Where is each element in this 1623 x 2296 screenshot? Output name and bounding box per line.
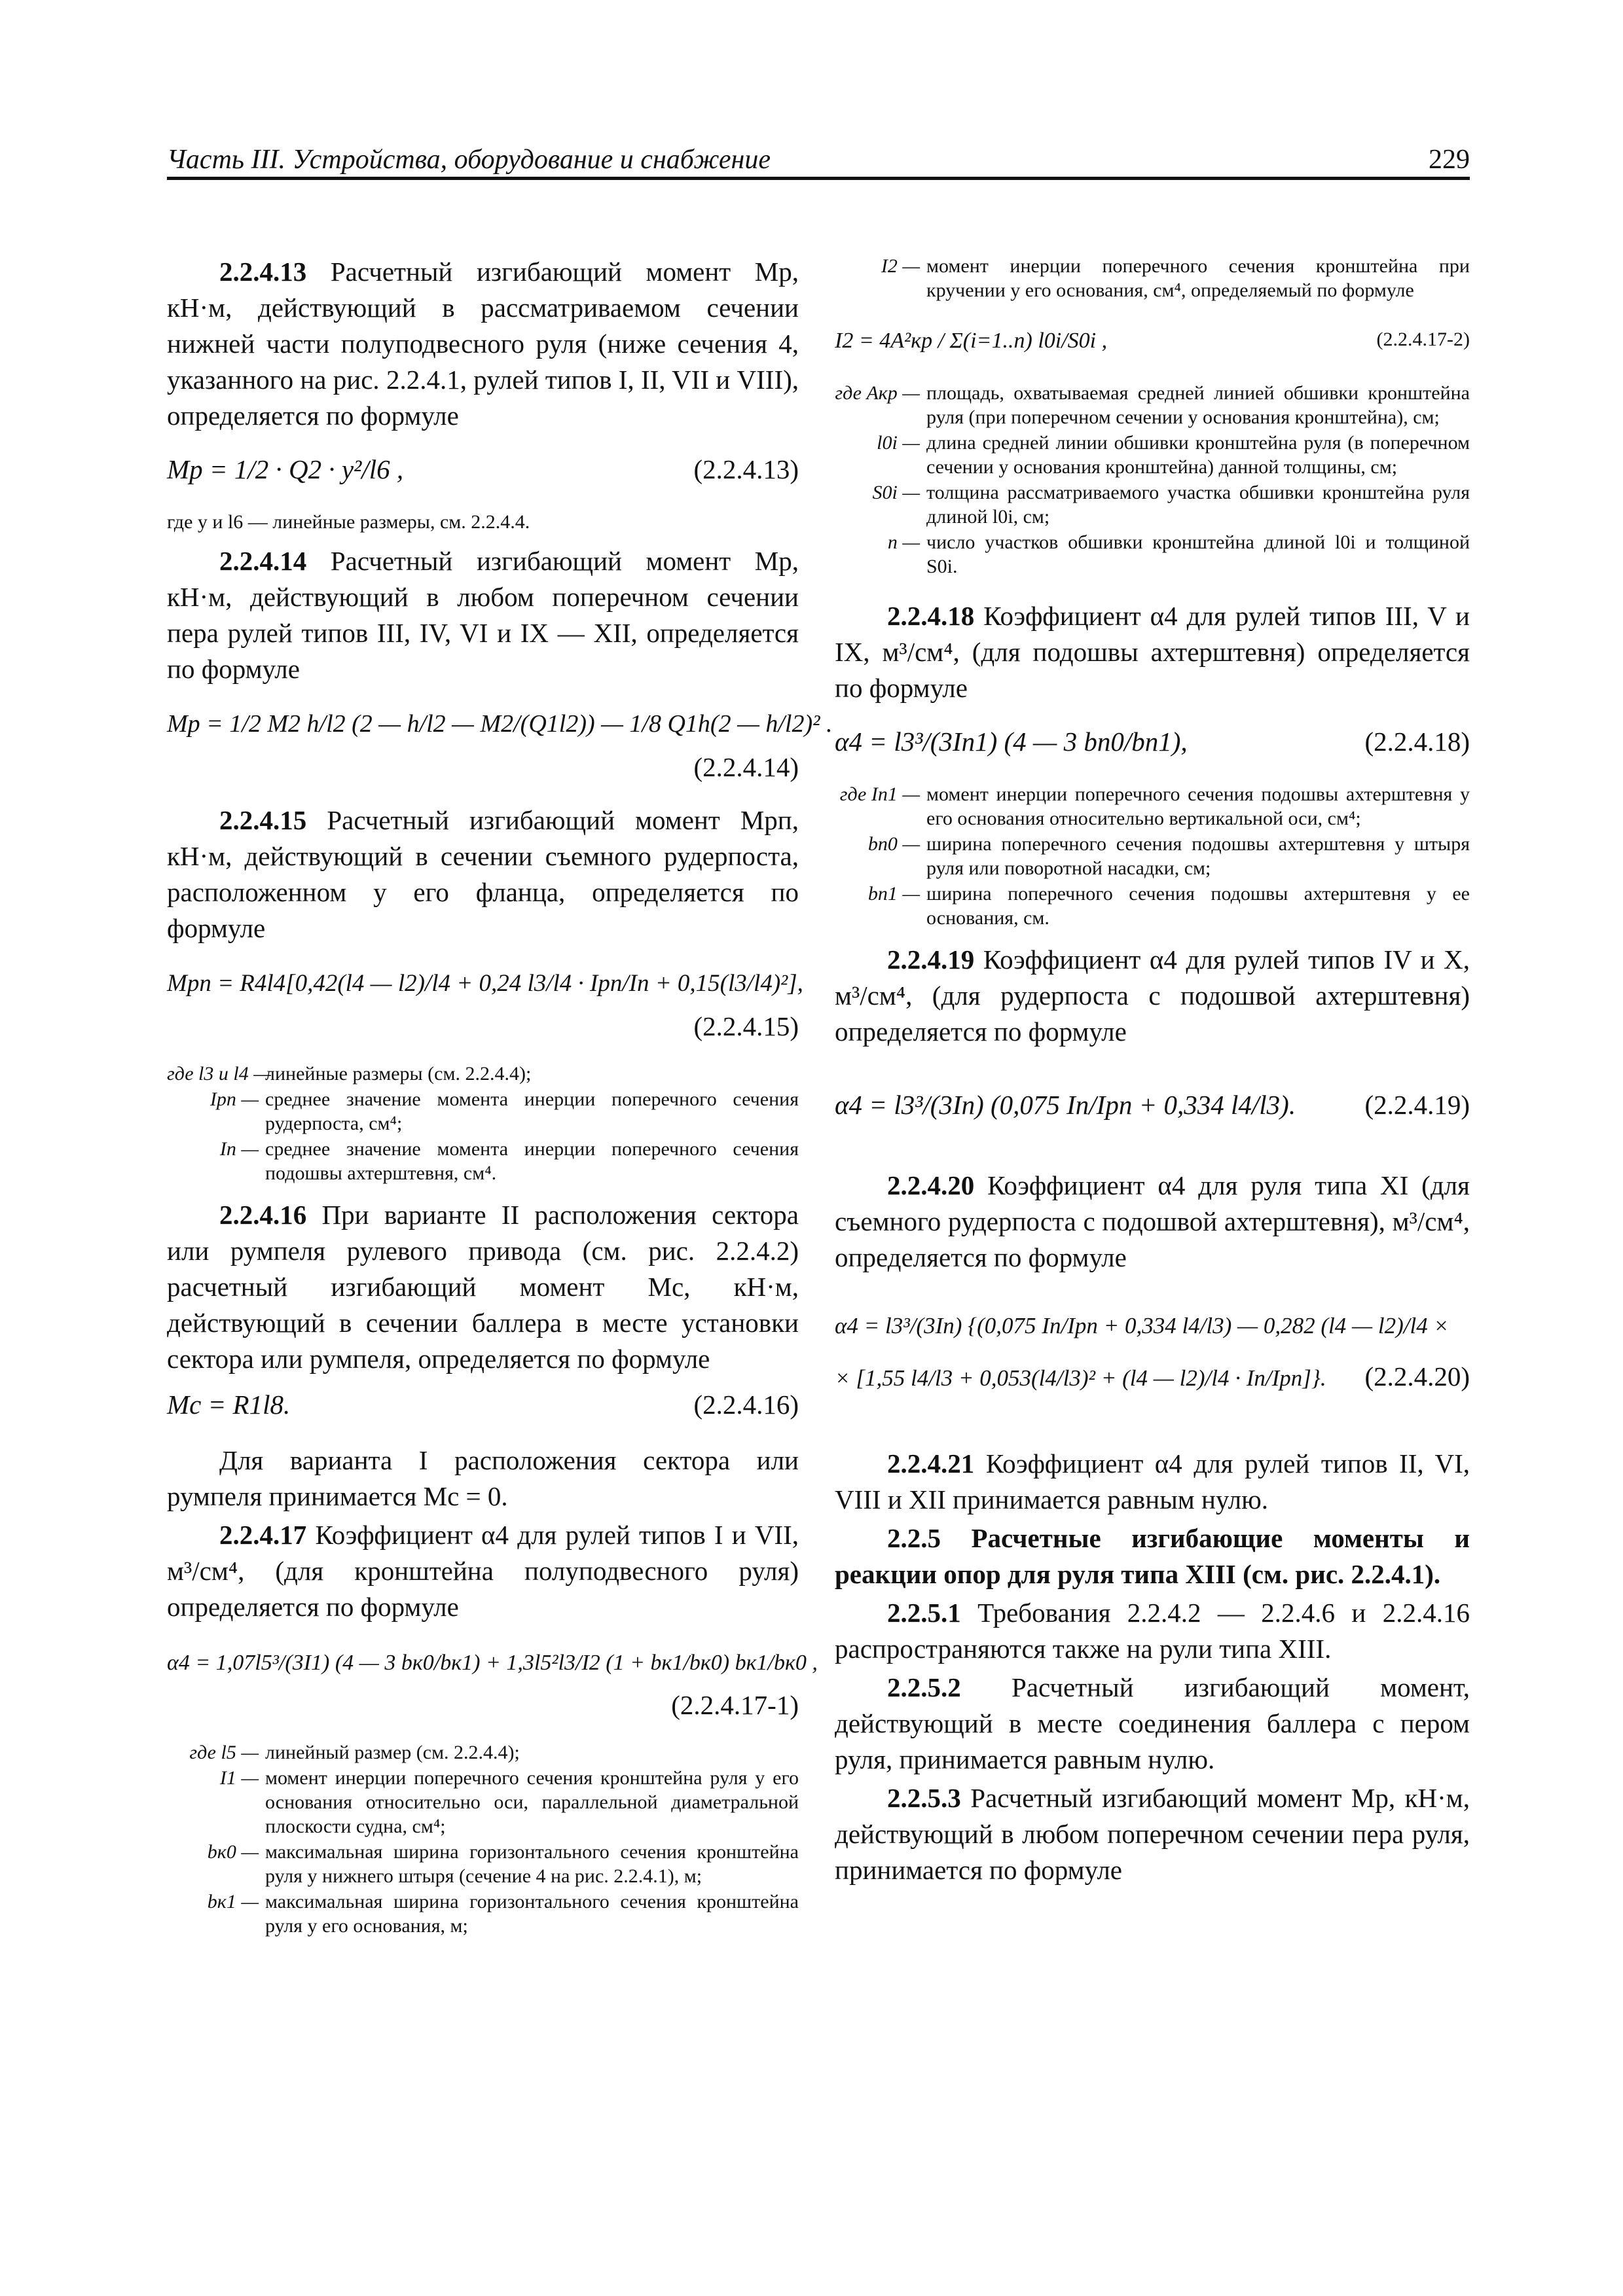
formula-2-2-4-20-line2 bbox=[835, 1361, 1470, 1400]
formula-number: (2.2.4.17-1) bbox=[671, 1690, 799, 1720]
clause-number: 2.2.4.16 bbox=[219, 1200, 307, 1230]
clause-number: 2.2.5.3 bbox=[887, 1783, 961, 1813]
clause-number: 2.2.4.13 bbox=[219, 257, 307, 287]
formula-2-2-4-18 bbox=[835, 726, 1470, 765]
paragraph-2-2-5-2 bbox=[835, 1670, 1470, 1778]
formula-2-2-4-15 bbox=[167, 966, 803, 1005]
clause-text: Коэффициент α4 для рулей типов II, VI, VIII и XII принимается равным нулю. bbox=[835, 1448, 1470, 1515]
formula-number: (2.2.4.17-2) bbox=[1376, 329, 1470, 350]
clause-number: 2.2.4.21 bbox=[887, 1448, 975, 1479]
clause-number: 2.2.5.1 bbox=[887, 1598, 961, 1628]
header-rule bbox=[167, 177, 1470, 180]
formula-expression: Mc = R1l8. bbox=[167, 1390, 291, 1420]
paragraph-2-2-4-13 bbox=[167, 254, 799, 434]
formula-2-2-4-19 bbox=[835, 1089, 1470, 1128]
formula-number: (2.2.4.16) bbox=[693, 1390, 799, 1420]
definition-item: I1 — момент инерции поперечного сечения кронштейна руля у его основания относительно оси, параллельной диаметральной плоскости судна, см⁴; bbox=[219, 1767, 799, 1837]
definition-item: Iрп — среднее значение момента инерции поперечного сечения рудерпоста, см⁴; bbox=[210, 1088, 799, 1134]
section-heading-2-2-5: 2.2.5 Расчетные изгибающие моменты и реакции опор для руля типа XIII (см. рис. 2.2.4.1). bbox=[835, 1523, 1470, 1589]
definition-item: Iп — среднее значение момента инерции поперечного сечения подошвы ахтерштевня, см⁴. bbox=[219, 1138, 799, 1184]
formula-2-2-4-17-2 bbox=[835, 329, 1470, 368]
clause-text: Расчетный изгибающий момент Mр, кН·м, действующий в рассматриваемом сечении нижней части полуподвесного руля (ниже сечения 4, указанного на рис. 2.2.4.1, рулей типов I, II, VII и VIII), определяется по формуле bbox=[167, 257, 799, 431]
formula-number: (2.2.4.18) bbox=[1364, 726, 1470, 757]
definition-item: где Iп1 — момент инерции поперечного сечения подошвы ахтерштевня у его основания относительно вертикальной оси, см⁴; bbox=[839, 783, 1470, 829]
clause-text: Коэффициент α4 для рулей типов III, V и IX, м³/см⁴, (для подошвы ахтерштевня) определяется по формуле bbox=[835, 601, 1470, 703]
clause-number: 2.2.5.2 bbox=[887, 1672, 961, 1702]
definitions-2-2-4-18 bbox=[835, 782, 1470, 930]
formula-expression: Mр = 1/2 · Q2 · y²/l6 , bbox=[167, 454, 404, 484]
clause-text: При варианте II расположения сектора или румпеля рулевого привода (см. рис. 2.2.4.2) расчетный изгибающий момент Mc, кН·м, действующий в сечении баллера в месте установки сектора или румпеля, определяется по формуле bbox=[167, 1200, 799, 1374]
paragraph-2-2-4-15 bbox=[167, 802, 799, 946]
formula-2-2-4-13 bbox=[167, 454, 799, 493]
paragraph-2-2-5-3 bbox=[835, 1780, 1470, 1888]
formula-expression: × [1,55 l4/l3 + 0,053(l4/l3)² + (l4 — l2)/l4 · Iп/Iрп]}. bbox=[835, 1365, 1326, 1391]
formula-number: (2.2.4.20) bbox=[1364, 1361, 1470, 1391]
clause-number: 2.2.4.15 bbox=[219, 805, 307, 835]
paragraph-2-2-4-17 bbox=[167, 1517, 799, 1625]
clause-text: Расчетный изгибающий момент Mр, кН·м, действующий в любом поперечном сечении пера рулей типов III, IV, VI и IX — XII, определяется по формуле bbox=[167, 546, 799, 684]
definition-item: I2 — момент инерции поперечного сечения кронштейна при кручении у его основания, см⁴, определяемый по формуле bbox=[881, 255, 1470, 301]
clause-text: Расчетный изгибающий момент Mрп, кН·м, действующий в сечении съемного рудерпоста, расположенном у его фланца, определяется по формуле bbox=[167, 805, 799, 943]
formula-expression: α4 = l3³/(3Iп) (0,075 Iп/Iрп + 0,334 l4/l3). bbox=[835, 1090, 1296, 1120]
clause-text: Требования 2.2.4.2 — 2.2.4.6 и 2.2.4.16 распространяются также на рули типа XIII. bbox=[835, 1598, 1470, 1664]
formula-number: (2.2.4.13) bbox=[693, 454, 799, 484]
header-title: Часть III. Устройства, оборудование и снабжение bbox=[167, 145, 771, 175]
formula-2-2-4-14 bbox=[167, 707, 833, 746]
definition-item: bп0 — ширина поперечного сечения подошвы ахтерштевня у штыря руля или поворотной насадки, см; bbox=[867, 833, 1470, 879]
clause-text: Расчетный изгибающий момент Mр, кН·м, действующий в любом поперечном сечении пера руля, принимается по формуле bbox=[835, 1783, 1470, 1885]
definition-item: S0i — толщина рассматриваемого участка обшивки кронштейна руля длиной l0i, см; bbox=[872, 482, 1470, 528]
formula-2-2-4-16 bbox=[167, 1389, 799, 1428]
paragraph-2-2-4-14 bbox=[167, 543, 799, 687]
paragraph-2-2-4-18 bbox=[835, 598, 1470, 706]
clause-number: 2.2.4.17 bbox=[219, 1520, 307, 1550]
formula-number: (2.2.4.19) bbox=[1364, 1090, 1470, 1120]
definitions-2-2-4-15 bbox=[167, 1062, 799, 1185]
formula-expression: Mр = 1/2 M2 h/l2 (2 — h/l2 — M2/(Q1l2)) — 1/8 Q1h(2 — h/l2)² . bbox=[167, 710, 833, 738]
clause-text: Расчетный изгибающий момент, действующий в месте соединения баллера с пером руля, принимается равным нулю. bbox=[835, 1672, 1470, 1774]
paragraph-2-2-4-19 bbox=[835, 942, 1470, 1050]
paragraph-2-2-4-21 bbox=[835, 1446, 1470, 1518]
definition-item: n — число участков обшивки кронштейна длиной l0i и толщиной S0i. bbox=[887, 531, 1470, 577]
clause-number: 2.2.4.20 bbox=[887, 1170, 975, 1200]
right-column bbox=[835, 254, 1470, 1891]
formula-2-2-4-17-1 bbox=[167, 1645, 818, 1684]
clause-text: Коэффициент α4 для руля типа XI (для съемного рудерпоста с подошвой ахтерштевня), м³/см⁴, определяется по формуле bbox=[835, 1170, 1470, 1272]
formula-expression: α4 = l3³/(3Iп) {(0,075 Iп/Iрп + 0,334 l4/l3) — 0,282 (l4 — l2)/l4 × bbox=[835, 1313, 1450, 1338]
definition-item: l0i — длина средней линии обшивки кронштейна руля (в поперечном сечении у основания кронштейна) данной толщины, см; bbox=[877, 432, 1470, 478]
page-number: 229 bbox=[1429, 145, 1470, 175]
paragraph-2-2-5-1 bbox=[835, 1595, 1470, 1667]
formula-note: где y и l6 — линейные размеры, см. 2.2.4.4. bbox=[167, 511, 530, 533]
definition-item: где Aкр — площадь, охватываемая средней линией обшивки кронштейна руля (при поперечном сечении у основания кронштейна), см; bbox=[835, 382, 1470, 428]
definition-I2 bbox=[835, 254, 1470, 302]
definition-item: bк0 — максимальная ширина горизонтального сечения кронштейна руля у нижнего штыря (сечение 4 на рис. 2.2.4.1), м; bbox=[207, 1841, 799, 1887]
definition-item: bп1 — ширина поперечного сечения подошвы ахтерштевня у ее основания, см. bbox=[867, 883, 1470, 929]
formula-expression: α4 = l3³/(3Iп1) (4 — 3 bп0/bп1), bbox=[835, 726, 1188, 757]
clause-text: Коэффициент α4 для рулей типов IV и X, м³/см⁴, (для рудерпоста с подошвой ахтерштевня) определяется по формуле bbox=[835, 944, 1470, 1047]
definition-item: где l5 — линейный размер (см. 2.2.4.4); bbox=[189, 1742, 520, 1763]
formula-number: (2.2.4.14) bbox=[693, 752, 799, 782]
formula-number: (2.2.4.15) bbox=[693, 1011, 799, 1041]
definition-item: bк1 — максимальная ширина горизонтального сечения кронштейна руля у его основания, м; bbox=[207, 1891, 799, 1937]
formula-expression: I2 = 4A²кр / Σ(i=1..n) l0i/S0i , bbox=[835, 329, 1108, 353]
paragraph-2-2-4-16-variant: Для варианта I расположения сектора или румпеля принимается Mc = 0. bbox=[167, 1445, 799, 1511]
clause-number: 2.2.4.14 bbox=[219, 546, 307, 576]
definitions-2-2-4-17 bbox=[167, 1740, 799, 1938]
clause-text: Коэффициент α4 для рулей типов I и VII, м³/см⁴, (для кронштейна полуподвесного руля) определяется по формуле bbox=[167, 1520, 799, 1622]
formula-expression: Mрп = R4l4[0,42(l4 — l2)/l4 + 0,24 l3/l4 · Iрп/Iп + 0,15(l3/l4)²], bbox=[167, 970, 803, 997]
formula-2-2-4-20-line1 bbox=[835, 1308, 1470, 1348]
paragraph-2-2-4-20 bbox=[835, 1168, 1470, 1276]
clause-number: 2.2.4.18 bbox=[887, 601, 975, 631]
definitions-2-2-4-17-2 bbox=[835, 381, 1470, 579]
paragraph-2-2-4-16 bbox=[167, 1197, 799, 1377]
clause-number: 2.2.4.19 bbox=[887, 944, 975, 975]
formula-expression: α4 = 1,07l5³/(3I1) (4 — 3 bк0/bк1) + 1,3l5²l3/I2 (1 + bк1/bк0) bк1/bк0 , bbox=[167, 1651, 818, 1675]
definition-item: где l3 и l4 — линейные размеры (см. 2.2.4.4); bbox=[167, 1063, 532, 1085]
running-header bbox=[167, 140, 1470, 181]
left-column bbox=[167, 254, 833, 1950]
